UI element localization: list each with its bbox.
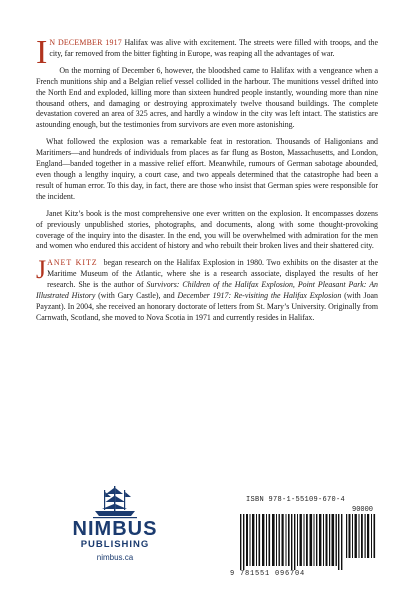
author-name: ANET KITZ — [47, 258, 98, 268]
price-code: 90000 — [352, 506, 374, 514]
bio-title-1: Survivors: Children of the Halifax Explosion, Point Pleasant Park: An Illustrated History — [36, 280, 378, 301]
paragraph-explosion: On the morning of December 6, however, the bloodshed came to Halifax with a vengeance when a French munitions ship and a Belgian relief vessel collided in the harbour. The munitions vessel drifted into the North End and exploded, killing more than sixteen hundred people instantly, wounding more than nine thousand others, and damaging or destroying approximately twelve thousand buildings. The complete devastation covered an area of 325 acres, and hardly a window in the city was left intact. The statistics are astounding enough, but the testimonies from survivors are even more astonishing. — [36, 65, 378, 130]
bio-dropcap: J — [36, 255, 47, 285]
isbn-barcode — [230, 496, 380, 586]
publisher-name: NIMBUS — [72, 518, 158, 540]
publisher-url: nimbus.ca — [96, 553, 134, 562]
barcode-graphic — [234, 510, 379, 570]
intro-lead: N DECEMBER 1917 — [49, 38, 122, 47]
paragraph-restoration: What followed the explosion was a remarkable feat in restoration. Thousands of Haligonians and Maritimers—and hundreds of individuals from places as far flung as Boston, Massachusetts, and London, England—banded together in a massive relief effort. Meanwhile, rumours of German sabotage abounded, even though a lengthy inquiry, a court case, and two appeals determined that the catastrophe had been a result of human error. To this day, in fact, there are those who insist that German spies were responsible for the incident. — [36, 137, 378, 201]
author-bio — [36, 255, 378, 323]
intro-dropcap: I — [36, 34, 48, 71]
bio-text-1: began research on the Halifax Explosion in 1980. Two exhibits on the disaster at the Maritime Museum of the Atlantic, where she is a research associate, displayed the results of her research. She is the author of — [47, 258, 378, 290]
intro-text: Halifax was alive with excitement. The streets were filled with troops, and the city, far removed from the bitter fighting in Europe, was reaping all the advantages of war. — [49, 38, 378, 58]
publisher-logo — [60, 484, 170, 574]
intro-paragraph — [36, 34, 378, 71]
cover-text — [36, 34, 378, 324]
barcode-digits: 9 781551 096704 — [230, 570, 306, 578]
paragraph-book: Janet Kitz’s book is the most comprehensive one ever written on the explosion. It encompasses dozens of previously unpublished stories, photographs, and documents, along with some thought-provoking coverage of the inquiry into the disaster. In the end, you will be overwhelmed with admiration for the men and women who endured this accident of history and who rebuilt their broken lives and their shattered city. — [36, 208, 378, 251]
bio-title-2: December 1917: Re-visiting the Halifax Explosion — [177, 291, 342, 301]
bio-text-3: (with Joan Payzant). In 2004, she received an honorary doctorate of letters from St. Mary’s University. Originally from Carnwath, Scotland, she moved to Nova Scotia in 1971 and currently resides in Halifax. — [36, 291, 378, 322]
isbn-label: ISBN 978-1-55109-670-4 — [246, 496, 346, 504]
publisher-sub: PUBLISHING — [80, 539, 150, 550]
ship-icon — [87, 484, 143, 520]
bio-text-2: (with Gary Castle), and — [95, 291, 178, 301]
